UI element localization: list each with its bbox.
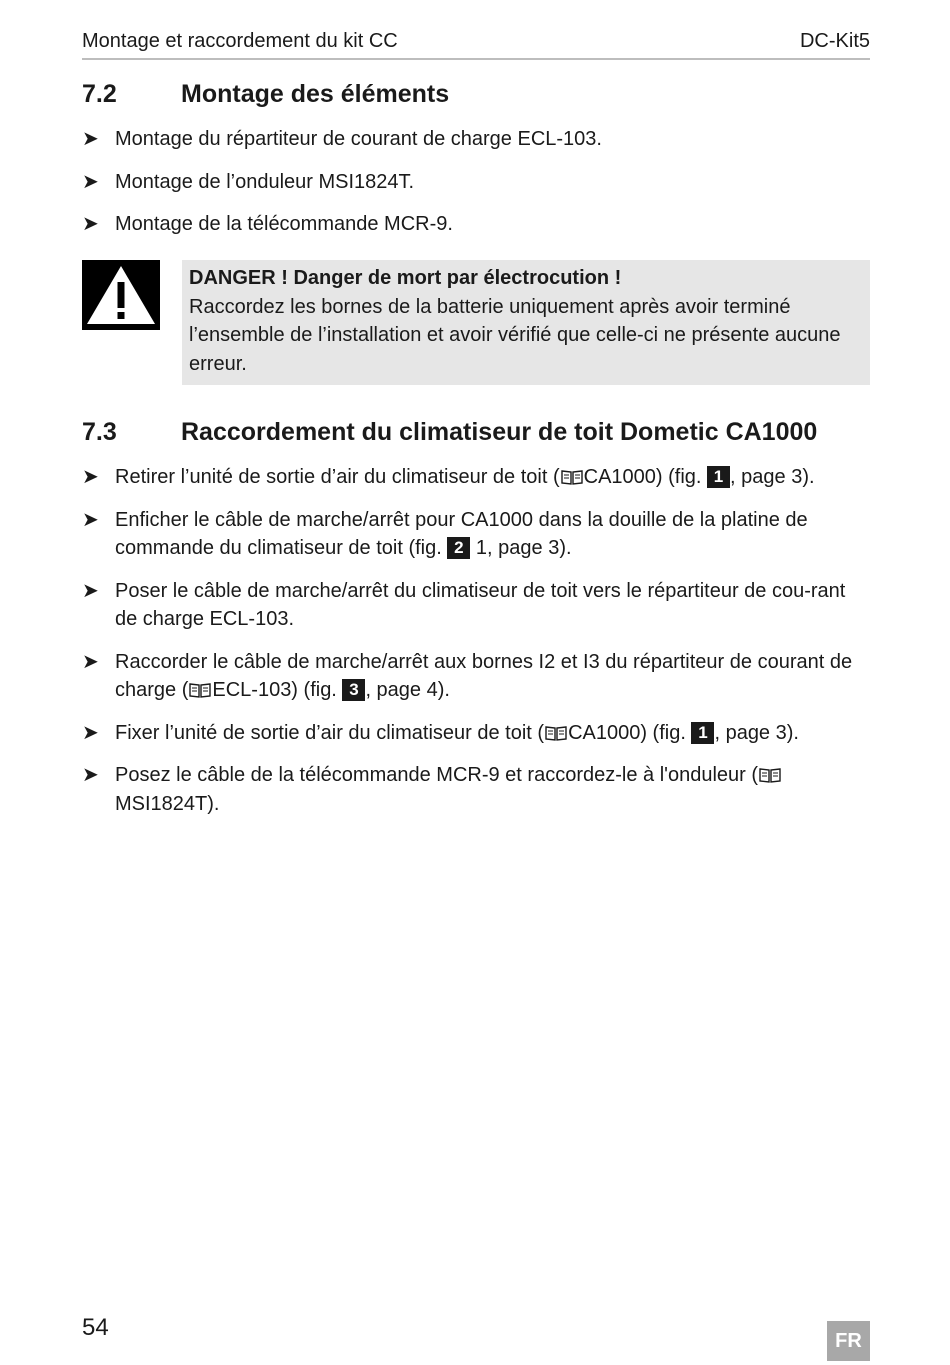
list-item-text: Retirer l’unité de sortie d’air du climatiseur de toit ( [115, 466, 560, 488]
language-badge: FR [827, 1321, 870, 1361]
list-item-text: , page 3). [730, 466, 815, 488]
book-icon [561, 469, 583, 485]
list-item-text: Enficher le câble de marche/arrêt pour CA1000 dans la douille de la platine de commande du climatiseur de toit (fig. [115, 508, 808, 559]
page-header [82, 28, 870, 60]
warning-triangle-icon [82, 260, 160, 330]
reference-text: ECL-103) (fig. [212, 679, 343, 701]
figure-number-badge: 1 [707, 466, 730, 488]
list-item [82, 168, 872, 197]
reference-text: CA1000) (fig. [583, 466, 708, 488]
book-icon [759, 767, 781, 783]
arrow-icon: ➤ [82, 508, 99, 531]
page-number: 54 [82, 1314, 109, 1341]
arrow-icon: ➤ [82, 170, 99, 193]
list-item-text: , page 3). [714, 721, 799, 744]
list-item-text: Montage du répartiteur de courant de charge ECL-103. [115, 128, 602, 150]
list-item [82, 463, 872, 492]
section-number: 7.3 [82, 418, 117, 446]
reference-text: CA1000) (fig. [568, 721, 692, 744]
list-item [82, 210, 872, 239]
list-item-text: Montage de la télécommande MCR-9. [115, 213, 453, 235]
arrow-icon: ➤ [82, 764, 99, 786]
section-title: Raccordement du climatiseur de toit Dometic CA1000 [181, 418, 818, 446]
list-item [82, 506, 872, 563]
figure-number-badge: 3 [342, 679, 365, 701]
list-item [82, 577, 872, 634]
arrow-icon: ➤ [82, 213, 99, 235]
list-item-text: 1, page 3). [470, 537, 572, 559]
figure-number-badge: 2 [447, 537, 470, 559]
list-item-text: Montage de l’onduleur MSI1824T. [115, 170, 415, 193]
list-item-text: Raccorder le câble de marche/arrêt aux bornes I2 et I3 du répartiteur de courant de charge ( [115, 650, 853, 701]
header-product-name: DC-Kit5 [799, 30, 870, 52]
list-item-text: Poser le câble de marche/arrêt du climatiseur de toit vers le répartiteur de cou-rant de charge ECL-103. [115, 579, 846, 630]
list-item-text: Fixer l’unité de sortie d’air du climatiseur de toit ( [115, 721, 545, 744]
arrow-icon: ➤ [82, 650, 99, 673]
list-item [82, 648, 872, 705]
book-icon [189, 682, 211, 698]
arrow-icon: ➤ [82, 579, 99, 602]
list-item [82, 125, 872, 154]
header-chapter-title: Montage et raccordement du kit CC [82, 30, 398, 52]
section-number: 7.2 [82, 80, 117, 108]
section-title: Montage des éléments [181, 80, 450, 108]
danger-title: DANGER ! Danger de mort par électrocution ! [189, 267, 622, 289]
section-7-2-list [82, 125, 872, 239]
list-item-text: Posez le câble de la télécommande MCR-9 et raccordez-le à l'onduleur ( [115, 764, 759, 786]
arrow-icon: ➤ [82, 721, 99, 744]
danger-notice [182, 260, 870, 385]
arrow-icon: ➤ [82, 128, 99, 150]
figure-number-badge: 1 [691, 722, 714, 744]
section-7-3-list [82, 463, 872, 818]
arrow-icon: ➤ [82, 466, 99, 488]
list-item-text: , page 4). [365, 679, 450, 701]
list-item [82, 719, 872, 748]
book-icon [545, 725, 567, 741]
danger-text: Raccordez les bornes de la batterie uniquement après avoir terminé l’ensemble de l’installation et avoir vérifié que celle-ci ne présente aucune erreur. [189, 295, 841, 375]
list-item [82, 761, 872, 818]
reference-text: MSI1824T). [115, 792, 220, 815]
